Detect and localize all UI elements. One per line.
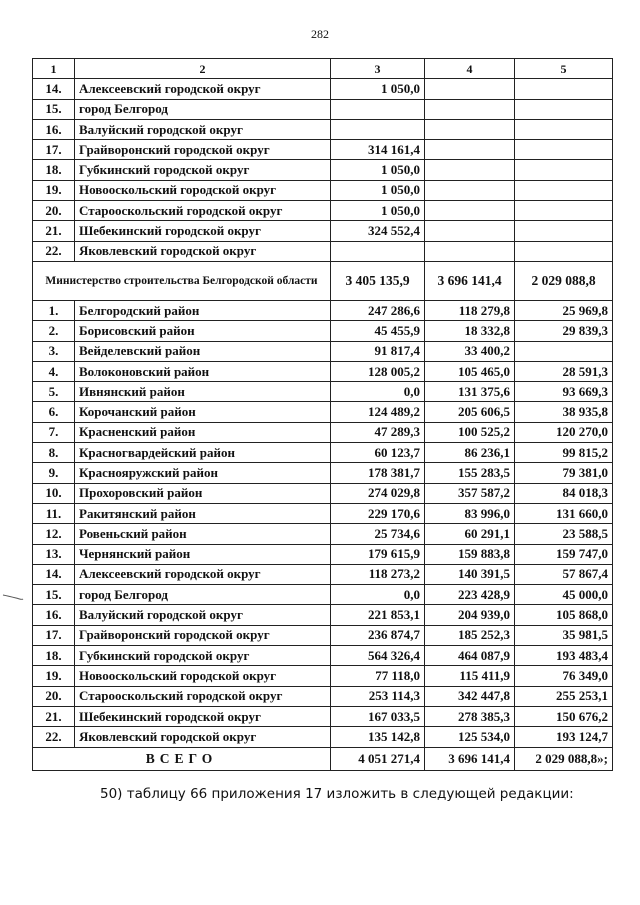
table-header-row (33, 59, 613, 79)
value-col5 (515, 241, 613, 261)
table-row (33, 666, 613, 686)
value-col4: 342 447,8 (425, 686, 515, 706)
value-col5: 120 270,0 (515, 422, 613, 442)
value-col3: 247 286,6 (331, 300, 425, 320)
value-col4 (425, 99, 515, 119)
header-cell-2: 2 (75, 59, 331, 79)
table-row (33, 463, 613, 483)
municipality-name: Ракитянский район (75, 503, 331, 523)
row-number: 21. (33, 706, 75, 726)
row-number: 18. (33, 646, 75, 666)
value-col3: 60 123,7 (331, 443, 425, 463)
table-row (33, 544, 613, 564)
value-col4: 118 279,8 (425, 300, 515, 320)
table-row (33, 361, 613, 381)
value-col5: 150 676,2 (515, 706, 613, 726)
value-col4: 131 375,6 (425, 382, 515, 402)
value-col4 (425, 79, 515, 99)
municipality-name: Краснояружский район (75, 463, 331, 483)
row-number: 8. (33, 443, 75, 463)
value-col4: 278 385,3 (425, 706, 515, 726)
value-col3: 1 050,0 (331, 201, 425, 221)
row-number: 15. (33, 585, 75, 605)
value-col4: 125 534,0 (425, 727, 515, 747)
value-col3: 236 874,7 (331, 625, 425, 645)
table-row (33, 727, 613, 747)
value-col4 (425, 180, 515, 200)
value-col5: 159 747,0 (515, 544, 613, 564)
value-col4: 83 996,0 (425, 503, 515, 523)
row-number: 6. (33, 402, 75, 422)
value-col3: 91 817,4 (331, 341, 425, 361)
row-number: 1. (33, 300, 75, 320)
municipality-name: Красненский район (75, 422, 331, 442)
table-row (33, 605, 613, 625)
table-row (33, 422, 613, 442)
value-col5: 76 349,0 (515, 666, 613, 686)
section-value-col4: 3 696 141,4 (425, 261, 515, 300)
value-col4 (425, 119, 515, 139)
value-col3: 1 050,0 (331, 180, 425, 200)
row-number: 10. (33, 483, 75, 503)
municipality-name: Новооскольский городской округ (75, 666, 331, 686)
value-col3: 1 050,0 (331, 79, 425, 99)
total-value-col4: 3 696 141,4 (425, 747, 515, 770)
table-row (33, 79, 613, 99)
value-col5 (515, 160, 613, 180)
value-col4: 185 252,3 (425, 625, 515, 645)
value-col4: 159 883,8 (425, 544, 515, 564)
value-col3: 167 033,5 (331, 706, 425, 726)
section-title: Министерство строительства Белгородской области (33, 261, 331, 300)
value-col5: 84 018,3 (515, 483, 613, 503)
value-col5 (515, 79, 613, 99)
section-value-col3: 3 405 135,9 (331, 261, 425, 300)
value-col3: 564 326,4 (331, 646, 425, 666)
row-number: 14. (33, 79, 75, 99)
municipality-name: Яковлевский городской округ (75, 241, 331, 261)
page-number: 282 (311, 27, 329, 41)
municipality-name: Чернянский район (75, 544, 331, 564)
municipality-name: Губкинский городской округ (75, 160, 331, 180)
municipality-name: Белгородский район (75, 300, 331, 320)
value-col3: 221 853,1 (331, 605, 425, 625)
table-row (33, 382, 613, 402)
row-number: 15. (33, 99, 75, 119)
row-number: 20. (33, 201, 75, 221)
row-number: 17. (33, 625, 75, 645)
value-col3: 0,0 (331, 382, 425, 402)
table-row (33, 443, 613, 463)
row-number: 22. (33, 727, 75, 747)
row-number: 18. (33, 160, 75, 180)
section-header-row (33, 261, 613, 300)
value-col5 (515, 221, 613, 241)
budget-table (32, 58, 613, 771)
row-number: 16. (33, 605, 75, 625)
municipality-name: город Белгород (75, 585, 331, 605)
value-col4: 204 939,0 (425, 605, 515, 625)
value-col4: 205 606,5 (425, 402, 515, 422)
value-col4: 115 411,9 (425, 666, 515, 686)
value-col4 (425, 140, 515, 160)
municipality-name: Новооскольский городской округ (75, 180, 331, 200)
table-row (33, 524, 613, 544)
municipality-name: Алексеевский городской округ (75, 564, 331, 584)
row-number: 22. (33, 241, 75, 261)
table-row (33, 221, 613, 241)
municipality-name: Валуйский городской округ (75, 605, 331, 625)
header-cell-3: 3 (331, 59, 425, 79)
value-col4: 464 087,9 (425, 646, 515, 666)
table-row (33, 160, 613, 180)
row-number: 14. (33, 564, 75, 584)
table-row (33, 686, 613, 706)
header-cell-4: 4 (425, 59, 515, 79)
value-col5 (515, 140, 613, 160)
table-row (33, 483, 613, 503)
value-col4: 100 525,2 (425, 422, 515, 442)
row-number: 3. (33, 341, 75, 361)
value-col5: 131 660,0 (515, 503, 613, 523)
value-col4: 357 587,2 (425, 483, 515, 503)
row-number: 17. (33, 140, 75, 160)
value-col5: 25 969,8 (515, 300, 613, 320)
value-col5: 45 000,0 (515, 585, 613, 605)
value-col3: 0,0 (331, 585, 425, 605)
value-col3: 253 114,3 (331, 686, 425, 706)
value-col5: 29 839,3 (515, 321, 613, 341)
total-label: ВСЕГО (33, 747, 331, 770)
value-col3 (331, 119, 425, 139)
value-col5: 79 381,0 (515, 463, 613, 483)
value-col5 (515, 180, 613, 200)
table-row (33, 585, 613, 605)
value-col3: 135 142,8 (331, 727, 425, 747)
value-col3: 47 289,3 (331, 422, 425, 442)
municipality-name: Грайворонский городской округ (75, 140, 331, 160)
table-body (33, 59, 613, 771)
table-row (33, 564, 613, 584)
municipality-name: Ровеньский район (75, 524, 331, 544)
value-col3 (331, 241, 425, 261)
value-col3 (331, 99, 425, 119)
municipality-name: Грайворонский городской округ (75, 625, 331, 645)
municipality-name: Вейделевский район (75, 341, 331, 361)
header-cell-1: 1 (33, 59, 75, 79)
row-number: 4. (33, 361, 75, 381)
value-col4: 33 400,2 (425, 341, 515, 361)
value-col5: 28 591,3 (515, 361, 613, 381)
value-col5: 57 867,4 (515, 564, 613, 584)
value-col4 (425, 221, 515, 241)
row-number: 2. (33, 321, 75, 341)
row-number: 20. (33, 686, 75, 706)
value-col4: 86 236,1 (425, 443, 515, 463)
table-row (33, 119, 613, 139)
row-number: 9. (33, 463, 75, 483)
municipality-name: Яковлевский городской округ (75, 727, 331, 747)
municipality-name: Прохоровский район (75, 483, 331, 503)
section-value-col5: 2 029 088,8 (515, 261, 613, 300)
row-number: 5. (33, 382, 75, 402)
table-row (33, 402, 613, 422)
value-col4: 18 332,8 (425, 321, 515, 341)
value-col4 (425, 201, 515, 221)
table-row (33, 706, 613, 726)
value-col3: 128 005,2 (331, 361, 425, 381)
value-col5: 38 935,8 (515, 402, 613, 422)
table-row (33, 201, 613, 221)
value-col3: 179 615,9 (331, 544, 425, 564)
value-col5: 23 588,5 (515, 524, 613, 544)
value-col3: 274 029,8 (331, 483, 425, 503)
municipality-name: Красногвардейский район (75, 443, 331, 463)
value-col5 (515, 99, 613, 119)
amendment-instruction: 50) таблицу 66 приложения 17 изложить в следующей редакции: (100, 786, 574, 802)
table-row (33, 646, 613, 666)
municipality-name: Борисовский район (75, 321, 331, 341)
value-col5: 193 483,4 (515, 646, 613, 666)
table-row (33, 321, 613, 341)
value-col5: 35 981,5 (515, 625, 613, 645)
value-col5 (515, 119, 613, 139)
value-col5: 105 868,0 (515, 605, 613, 625)
municipality-name: Волоконовский район (75, 361, 331, 381)
value-col3: 25 734,6 (331, 524, 425, 544)
value-col3: 324 552,4 (331, 221, 425, 241)
row-number: 12. (33, 524, 75, 544)
value-col3: 124 489,2 (331, 402, 425, 422)
row-number: 16. (33, 119, 75, 139)
value-col3: 178 381,7 (331, 463, 425, 483)
value-col5: 93 669,3 (515, 382, 613, 402)
value-col3: 229 170,6 (331, 503, 425, 523)
value-col5: 255 253,1 (515, 686, 613, 706)
value-col4: 223 428,9 (425, 585, 515, 605)
margin-scribble-mark (2, 593, 24, 601)
header-cell-5: 5 (515, 59, 613, 79)
value-col3: 314 161,4 (331, 140, 425, 160)
total-row (33, 747, 613, 770)
table-row (33, 180, 613, 200)
value-col3: 118 273,2 (331, 564, 425, 584)
municipality-name: Шебекинский городской округ (75, 221, 331, 241)
municipality-name: Корочанский район (75, 402, 331, 422)
value-col4: 60 291,1 (425, 524, 515, 544)
row-number: 13. (33, 544, 75, 564)
value-col3: 77 118,0 (331, 666, 425, 686)
row-number: 19. (33, 180, 75, 200)
value-col5: 193 124,7 (515, 727, 613, 747)
value-col4: 155 283,5 (425, 463, 515, 483)
row-number: 11. (33, 503, 75, 523)
value-col5 (515, 341, 613, 361)
municipality-name: Ивнянский район (75, 382, 331, 402)
municipality-name: Алексеевский городской округ (75, 79, 331, 99)
table-row (33, 140, 613, 160)
municipality-name: Шебекинский городской округ (75, 706, 331, 726)
row-number: 19. (33, 666, 75, 686)
municipality-name: Старооскольский городской округ (75, 201, 331, 221)
table-row (33, 503, 613, 523)
value-col4: 140 391,5 (425, 564, 515, 584)
total-value-col3: 4 051 271,4 (331, 747, 425, 770)
value-col4 (425, 241, 515, 261)
value-col4 (425, 160, 515, 180)
value-col3: 1 050,0 (331, 160, 425, 180)
table-row (33, 241, 613, 261)
municipality-name: Валуйский городской округ (75, 119, 331, 139)
table-row (33, 341, 613, 361)
table-row (33, 99, 613, 119)
row-number: 7. (33, 422, 75, 442)
row-number: 21. (33, 221, 75, 241)
value-col3: 45 455,9 (331, 321, 425, 341)
table-row (33, 625, 613, 645)
table-row (33, 300, 613, 320)
municipality-name: Губкинский городской округ (75, 646, 331, 666)
municipality-name: Старооскольский городской округ (75, 686, 331, 706)
municipality-name: город Белгород (75, 99, 331, 119)
value-col5 (515, 201, 613, 221)
total-value-col5: 2 029 088,8»; (515, 747, 613, 770)
value-col5: 99 815,2 (515, 443, 613, 463)
value-col4: 105 465,0 (425, 361, 515, 381)
